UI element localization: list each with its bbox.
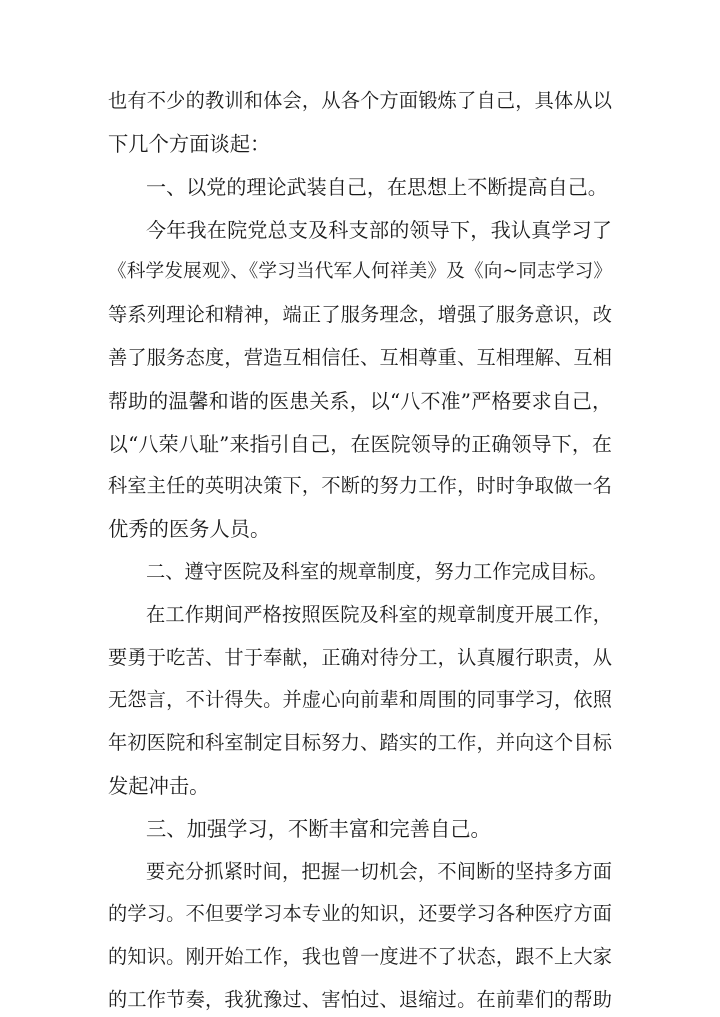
text-line: 《科学发展观》、《学习当代军人何祥美》及《向~同志学习》 [108,261,612,282]
section-heading: 二、遵守医院及科室的规章制度，努力工作完成目标。 [146,560,608,583]
text-line: 无怨言，不计得失。并虚心向前辈和周围的同事学习，依照 [108,688,612,711]
text-line: 等系列理论和精神，端正了服务理念，增强了服务意识，改 [108,303,612,326]
text-line: 今年我在院党总支及科支部的领导下，我认真学习了 [146,218,612,242]
section-heading: 三、加强学习，不断丰富和完善自己。 [146,817,491,841]
text-line: 善了服务态度，营造互相信任、互相尊重、互相理解、互相 [108,346,612,369]
text-line: 的学习。不但要学习本专业的知识，还要学习各种医疗方面 [108,902,612,925]
text-line: 的知识。刚开始工作，我也曾一度进不了状态，跟不上大家 [108,945,612,968]
text-line: 发起冲击。 [108,774,210,798]
text-line: 要充分抓紧时间，把握一切机会，不间断的坚持多方面 [146,860,612,883]
text-line: 以“八荣八耻”来指引自己，在医院领导的正确领导下，在 [108,432,612,456]
text-line: 科室主任的英明决策下，不断的努力工作，时时争取做一名 [108,474,612,497]
text-line: 要勇于吃苦、甘于奉献，正确对待分工，认真履行职责，从 [108,646,612,669]
text-line: 年初医院和科室制定目标努力、踏实的工作，并向这个目标 [108,731,612,754]
text-line: 优秀的医务人员。 [108,517,271,541]
text-line: 下几个方面谈起： [108,132,271,156]
text-line: 也有不少的教训和体会，从各个方面锻炼了自己，具体从以 [108,89,612,112]
text-line: 在工作期间严格按照医院及科室的规章制度开展工作， [146,603,612,626]
section-heading: 一、以党的理论武装自己，在思想上不断提高自己。 [146,175,608,199]
text-line: 帮助的温馨和谐的医患关系，以“八不准”严格要求自己， [108,389,612,413]
text-line: 的工作节奏，我犹豫过、害怕过、退缩过。在前辈们的帮助 [108,988,612,1011]
